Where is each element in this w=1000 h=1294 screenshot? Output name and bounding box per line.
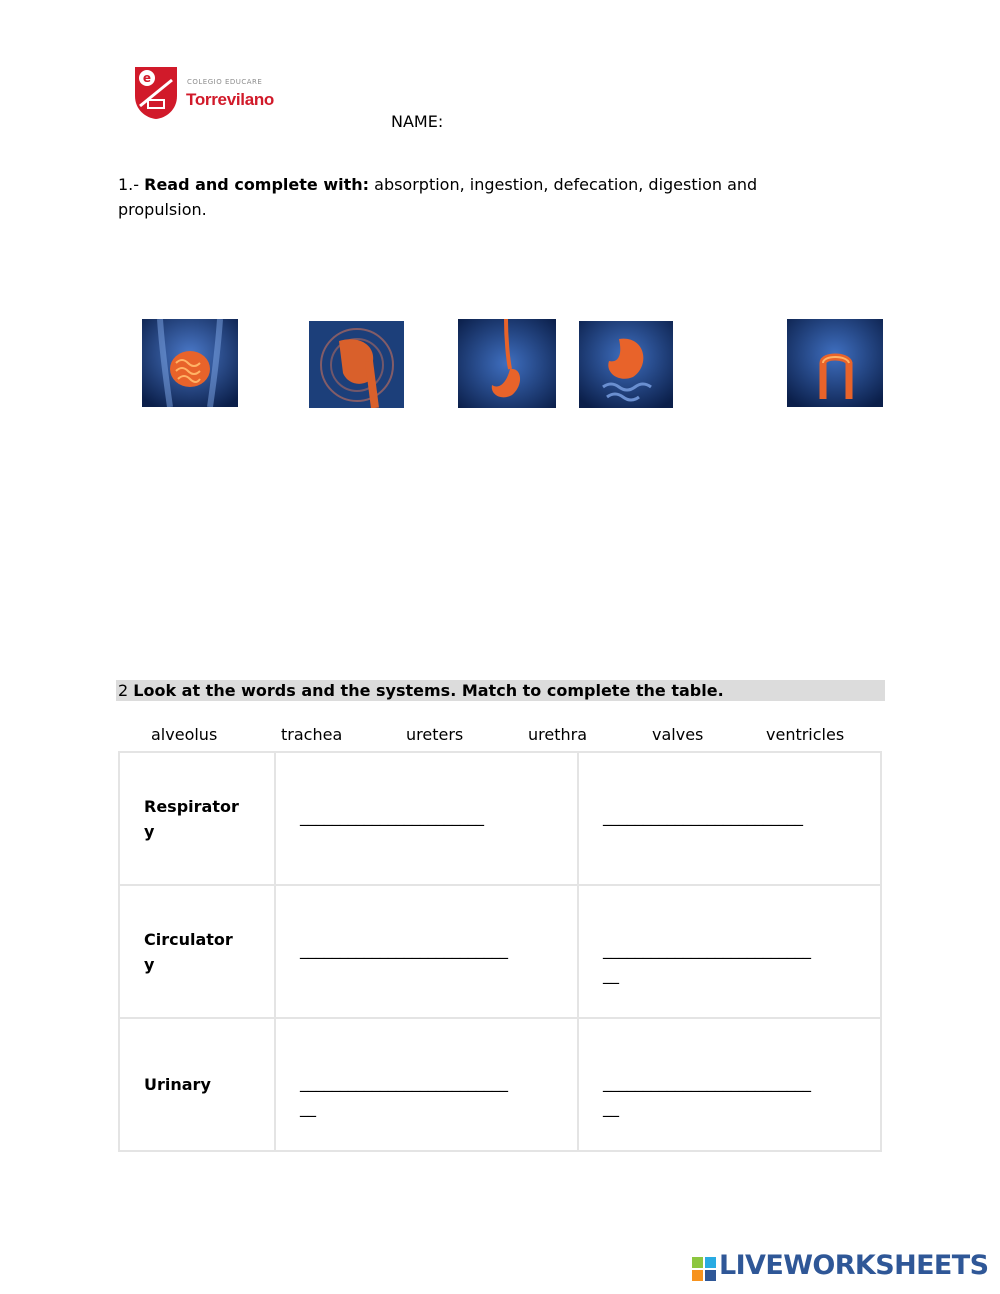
question-1 xyxy=(118,172,848,222)
answer-cell[interactable] xyxy=(578,885,881,1018)
table-row-urinary xyxy=(119,1018,881,1151)
stomach-intestine-image xyxy=(579,321,673,408)
question-2-instruction: Look at the words and the systems. Match to complete the table. xyxy=(133,681,724,700)
word-trachea[interactable]: trachea xyxy=(281,725,343,744)
system-label-urinary: Urinary xyxy=(119,1018,275,1151)
liveworksheets-brand: LIVEWORKSHEETS xyxy=(719,1250,989,1281)
large-intestine-image xyxy=(787,319,883,407)
answer-blank[interactable]: _______________________ xyxy=(300,806,484,826)
svg-text:e: e xyxy=(142,71,152,85)
word-urethra[interactable]: urethra xyxy=(528,725,588,744)
question-1-number: 1.- xyxy=(118,175,145,194)
answer-cell[interactable] xyxy=(275,1018,578,1151)
answer-blank[interactable]: __________________________ __ xyxy=(603,939,811,984)
answer-cell[interactable] xyxy=(275,885,578,1018)
question-1-instruction: Read and complete with: xyxy=(144,175,370,194)
school-logo xyxy=(134,66,284,124)
word-alveolus[interactable]: alveolus xyxy=(151,725,218,744)
school-name: Torrevilano xyxy=(186,90,275,109)
question-1-words: absorption, ingestion, defecation, digestion and propulsion. xyxy=(118,175,758,219)
question-2 xyxy=(118,681,724,701)
answer-cell[interactable] xyxy=(578,1018,881,1151)
word-valves[interactable]: valves xyxy=(652,725,704,744)
answer-blank[interactable]: _________________________ xyxy=(603,806,803,826)
word-ureters[interactable]: ureters xyxy=(406,725,464,744)
small-intestine-image xyxy=(142,319,238,407)
mouth-throat-image xyxy=(309,321,404,408)
liveworksheets-blocks-icon xyxy=(692,1257,716,1281)
system-label-respiratory: Respirator y xyxy=(119,752,275,885)
table-row-respiratory xyxy=(119,752,881,885)
esophagus-stomach-image xyxy=(458,319,556,408)
school-shield-icon xyxy=(134,66,178,120)
question-2-number: 2 xyxy=(118,681,134,700)
answer-cell[interactable] xyxy=(578,752,881,885)
table-row-circulatory xyxy=(119,885,881,1018)
answer-blank[interactable]: __________________________ __ xyxy=(300,1072,508,1117)
systems-table xyxy=(118,751,882,1152)
answer-blank[interactable]: __________________________ xyxy=(300,939,508,959)
answer-blank[interactable]: __________________________ __ xyxy=(603,1072,811,1117)
word-ventricles[interactable]: ventricles xyxy=(766,725,845,744)
system-label-circulatory: Circulator y xyxy=(119,885,275,1018)
school-small-title: COLEGIO EDUCARE xyxy=(187,78,263,86)
name-label: NAME: xyxy=(391,112,444,131)
answer-cell[interactable] xyxy=(275,752,578,885)
